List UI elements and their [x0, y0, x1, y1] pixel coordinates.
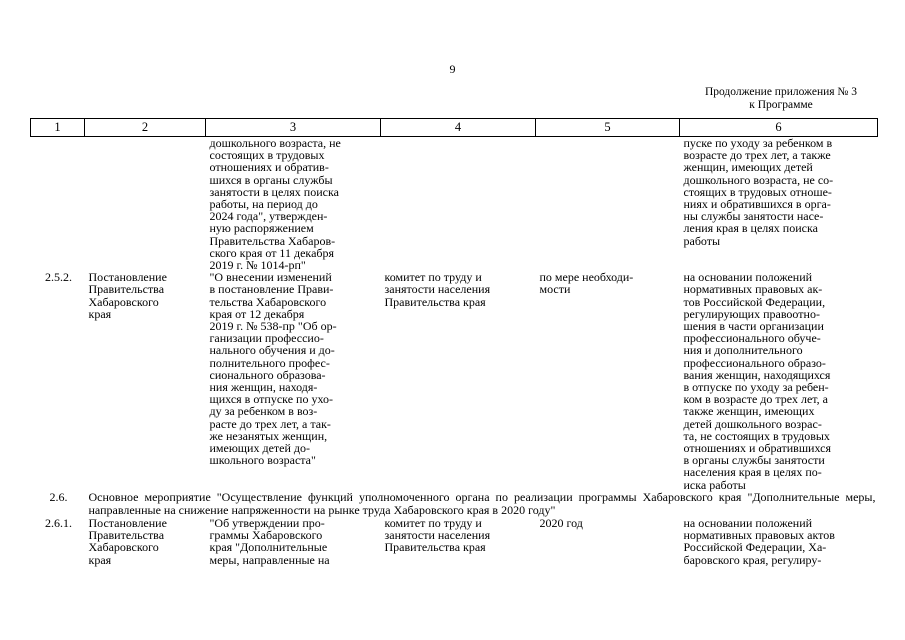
continuation-line-1: Продолжение приложения № 3: [704, 86, 858, 98]
document-title: "О внесении изменений в постановление Прави- тельства Хабаровского края от 12 декабря 2019 г. № 538-пр "Об ор- ганизации профессио- нального обучения и до- полнительного профес- сионального образова- ния женщин, находя- щихся в отпуске по ухо- ду за ребенком в воз- расте до трех лет, а так- же незанятых женщин, имеющих детей до- школьного возраста": [209, 270, 337, 468]
row-number: [31, 137, 85, 272]
document-title: дошкольного возраста, не состоящих в трудовых отношениях и обратив- шихся в органы службы занятости в целях поиска работы, на период до 2024 года", утвержден- ную распоряжением Правительства Хабаров- ского края от 11 декабря 2019 г. № 1014-рп": [209, 136, 341, 273]
main-activity-title: Основное мероприятие "Осуществление функций уполномоченного органа по реализации программы Хабаровского края "Дополнительные меры, направленные на снижение напряженности на рынке труда Хабаровского края в 2020 году": [88, 489, 876, 517]
document-type: Постановление Правительства Хабаровского края: [88, 515, 167, 567]
row-number: 2.6.: [49, 489, 68, 504]
header-col-1: 1: [31, 119, 85, 137]
table-header-row: [31, 119, 878, 137]
program-table: [30, 118, 878, 566]
document-type: [85, 137, 206, 272]
header-col-3: 3: [206, 119, 381, 137]
grounds: на основании положений нормативных правовых актов Российской Федерации, Ха- баровского края, регулиру-: [683, 515, 835, 567]
responsible-body: комитет по труду и занятости населения Правительства края: [384, 515, 491, 555]
responsible-body: комитет по труду и занятости населения Правительства края: [384, 270, 491, 309]
deadline: по мере необходи- мости: [539, 270, 634, 297]
row-number: 2.6.1.: [45, 515, 72, 530]
table-row-section: [31, 491, 878, 517]
header-col-2: 2: [85, 119, 206, 137]
continuation-note: [690, 86, 872, 112]
deadline: [536, 137, 680, 272]
grounds: на основании положений нормативных правовых ак- тов Российской Федерации, регулирующих правоотно- шения в части организации профессионального обуче- ния и дополнительного профессионального образо- вания женщин, находящихся в отпуске по уходу за ребен- ком в возрасте до трех лет, а также женщин, имеющих детей дошкольного возрас- та, не состоящих в трудовых отношениях и обратившихся в органы службы занятости населения края в целях по- иска работы: [683, 270, 831, 492]
header-col-5: 5: [536, 119, 680, 137]
responsible-body: [381, 137, 536, 272]
grounds: пуске по уходу за ребенком в возрасте до трех лет, а также женщин, имеющих детей дошкольного возраста, не со- стоящих в трудовых отноше- ниях и обратившихся в орга- ны службы занятости насе- ления края в целях поиска работы: [683, 136, 834, 248]
page-number: 9: [449, 62, 456, 76]
header-col-6: 6: [680, 119, 878, 137]
deadline: 2020 год: [539, 515, 583, 530]
continuation-line-2: к Программе: [749, 99, 813, 111]
table-row: [31, 271, 878, 491]
document-title: "Об утверждении про- граммы Хабаровского края "Дополнительные меры, направленные на: [209, 515, 330, 567]
document-type: Постановление Правительства Хабаровского края: [88, 270, 167, 321]
header-col-4: 4: [381, 119, 536, 137]
table-row: [31, 137, 878, 272]
row-number: 2.5.2.: [45, 270, 72, 285]
table-row: [31, 517, 878, 566]
